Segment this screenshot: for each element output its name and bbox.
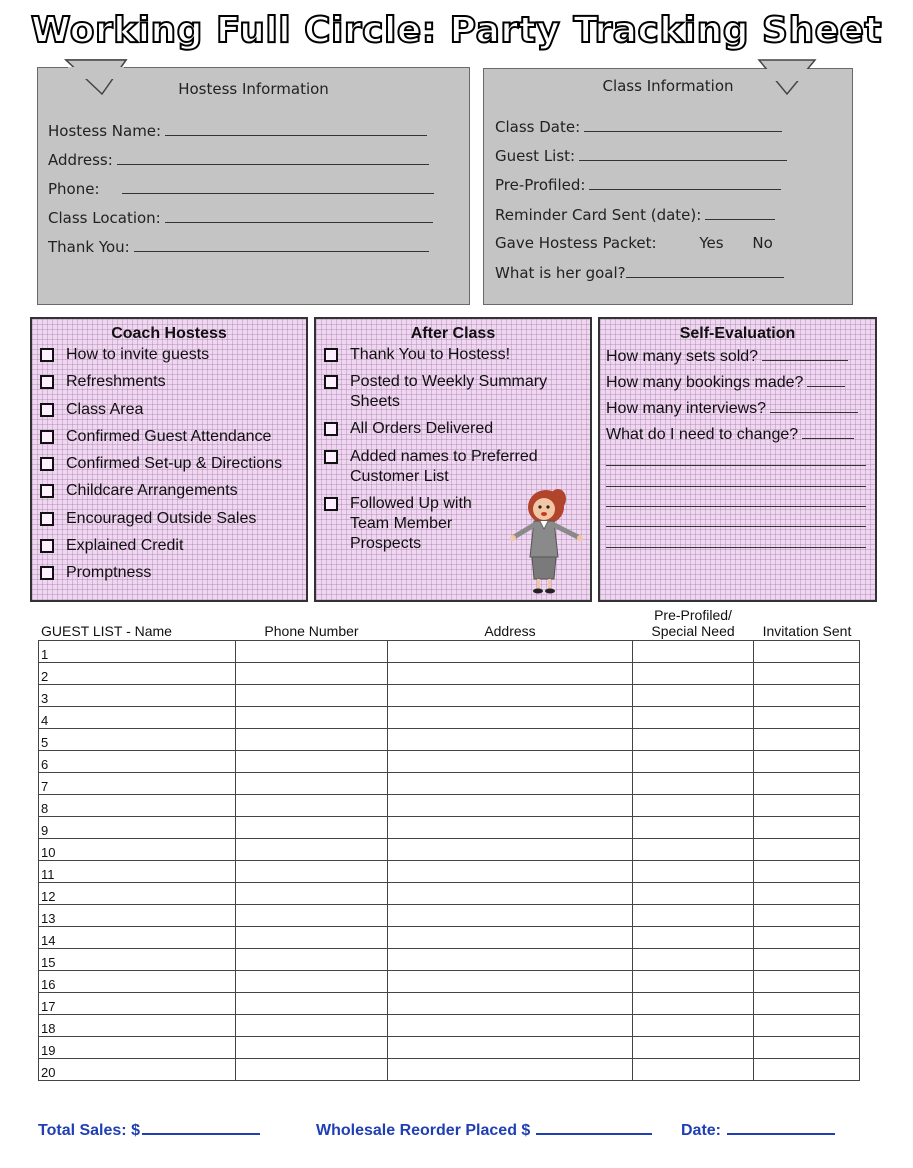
speech-pointer-left-top (60, 58, 150, 98)
guest-number-cell[interactable]: 15 (39, 949, 236, 971)
table-cell[interactable] (388, 773, 633, 795)
page-title: Working Full Circle: Party Tracking Sheet (30, 10, 883, 51)
table-cell[interactable] (236, 751, 388, 773)
table-cell[interactable] (754, 861, 860, 883)
guest-number-cell[interactable]: 20 (39, 1059, 236, 1081)
table-cell[interactable] (754, 839, 860, 861)
checkbox[interactable] (40, 484, 54, 498)
table-cell[interactable] (388, 1037, 633, 1059)
table-cell[interactable] (754, 707, 860, 729)
table-cell[interactable] (236, 1015, 388, 1037)
after-class-title: After Class (410, 325, 496, 342)
class-date-row[interactable]: Class Date: (495, 117, 782, 136)
table-cell[interactable] (754, 729, 860, 751)
table-cell[interactable] (388, 751, 633, 773)
table-cell[interactable] (633, 817, 754, 839)
hostess-info-heading: Hostess Information (178, 80, 329, 98)
table-cell[interactable] (388, 839, 633, 861)
address-header: Address (484, 623, 536, 639)
table-cell[interactable] (236, 993, 388, 1015)
guest-number-cell[interactable]: 16 (39, 971, 236, 993)
table-cell[interactable] (754, 1059, 860, 1081)
table-row (39, 685, 860, 707)
table-row (39, 1037, 860, 1059)
table-cell[interactable] (754, 949, 860, 971)
table-row (39, 949, 860, 971)
guest-number-cell[interactable]: 11 (39, 861, 236, 883)
table-cell[interactable] (754, 773, 860, 795)
table-row (39, 751, 860, 773)
table-cell[interactable] (388, 685, 633, 707)
table-cell[interactable] (754, 685, 860, 707)
table-cell[interactable] (236, 861, 388, 883)
guest-number-cell[interactable]: 19 (39, 1037, 236, 1059)
checkbox[interactable] (324, 450, 338, 464)
table-cell[interactable] (388, 663, 633, 685)
bookings-made-row[interactable]: How many bookings made? (606, 372, 845, 392)
checkbox[interactable] (324, 497, 338, 511)
sets-sold-row[interactable]: How many sets sold? (606, 346, 848, 366)
table-row (39, 773, 860, 795)
table-row (39, 993, 860, 1015)
table-cell[interactable] (754, 1037, 860, 1059)
table-cell[interactable] (388, 949, 633, 971)
guest-name-header: GUEST LIST - Name (41, 623, 172, 639)
table-cell[interactable] (754, 927, 860, 949)
reminder-card-row[interactable]: Reminder Card Sent (date): (495, 205, 775, 224)
guest-number-cell[interactable]: 2 (39, 663, 236, 685)
answer-line[interactable] (606, 547, 866, 548)
checkbox[interactable] (40, 375, 54, 389)
no-option[interactable]: No (752, 234, 773, 252)
table-cell[interactable] (633, 1059, 754, 1081)
guest-number-cell[interactable]: 14 (39, 927, 236, 949)
table-cell[interactable] (633, 729, 754, 751)
pre-profiled-header: Pre-Profiled/ (654, 607, 732, 623)
table-cell[interactable] (388, 971, 633, 993)
date-field[interactable]: Date: (681, 1119, 835, 1140)
table-cell[interactable] (754, 993, 860, 1015)
table-cell[interactable] (236, 685, 388, 707)
table-row (39, 707, 860, 729)
table-row (39, 971, 860, 993)
hostess-info-box (37, 67, 470, 305)
table-cell[interactable] (388, 1015, 633, 1037)
table-cell[interactable] (388, 817, 633, 839)
need-to-change-row[interactable]: What do I need to change? (606, 424, 854, 444)
checkbox[interactable] (324, 348, 338, 362)
table-row (39, 1059, 860, 1081)
checkbox[interactable] (40, 539, 54, 553)
answer-line[interactable] (606, 506, 866, 507)
table-cell[interactable] (388, 795, 633, 817)
guest-number-cell[interactable]: 5 (39, 729, 236, 751)
after-class-panel: After Class Thank You to Hostess! Posted to Weekly Summary Sheets All Orders Delivered Added names to Preferred Customer List Followed Up with Team Member Prospects (314, 317, 592, 602)
total-sales-field[interactable]: Total Sales: $ (38, 1119, 260, 1140)
class-info-box (483, 68, 853, 305)
answer-line[interactable] (606, 465, 866, 466)
table-cell[interactable] (633, 641, 754, 663)
checkbox[interactable] (40, 566, 54, 580)
table-cell[interactable] (633, 751, 754, 773)
table-row (39, 795, 860, 817)
table-row (39, 927, 860, 949)
goal-row[interactable]: What is her goal? (495, 263, 784, 282)
table-cell[interactable] (633, 685, 754, 707)
table-cell[interactable] (754, 751, 860, 773)
guest-number-cell[interactable]: 12 (39, 883, 236, 905)
guest-number-cell[interactable]: 9 (39, 817, 236, 839)
table-cell[interactable] (236, 949, 388, 971)
hostess-packet-row: Gave Hostess Packet: Yes No (495, 234, 773, 252)
table-cell[interactable] (633, 707, 754, 729)
table-cell[interactable] (754, 795, 860, 817)
table-cell[interactable] (236, 773, 388, 795)
guest-number-cell[interactable]: 4 (39, 707, 236, 729)
yes-option[interactable]: Yes (699, 234, 724, 252)
guest-number-cell[interactable]: 8 (39, 795, 236, 817)
class-location-row[interactable]: Class Location: (48, 208, 433, 227)
guest-number-cell[interactable]: 7 (39, 773, 236, 795)
table-cell[interactable] (633, 1015, 754, 1037)
checkbox[interactable] (324, 422, 338, 436)
table-row (39, 883, 860, 905)
guest-number-cell[interactable]: 6 (39, 751, 236, 773)
table-row (39, 641, 860, 663)
cartoon-woman-illustration (508, 485, 590, 597)
guest-list-table (38, 640, 860, 1081)
self-evaluation-title: Self-Evaluation (679, 325, 796, 342)
hostess-name-row[interactable]: Hostess Name: (48, 121, 427, 140)
table-cell[interactable] (236, 1037, 388, 1059)
table-cell[interactable] (754, 663, 860, 685)
table-cell[interactable] (388, 729, 633, 751)
table-cell[interactable] (236, 883, 388, 905)
table-cell[interactable] (388, 905, 633, 927)
table-cell[interactable] (754, 1015, 860, 1037)
guest-number-cell[interactable]: 3 (39, 685, 236, 707)
table-cell[interactable] (388, 927, 633, 949)
phone-header: Phone Number (264, 623, 359, 639)
table-cell[interactable] (633, 949, 754, 971)
table-cell[interactable] (236, 905, 388, 927)
table-cell[interactable] (633, 883, 754, 905)
table-cell[interactable] (633, 993, 754, 1015)
answer-line[interactable] (606, 486, 866, 487)
table-cell[interactable] (633, 773, 754, 795)
invitation-sent-header: Invitation Sent (762, 623, 852, 639)
table-cell[interactable] (236, 1059, 388, 1081)
speech-pointer-right (755, 58, 845, 98)
table-row (39, 817, 860, 839)
thank-you-row[interactable]: Thank You: (48, 237, 429, 256)
checkbox[interactable] (40, 512, 54, 526)
table-cell[interactable] (388, 993, 633, 1015)
pre-profiled-row[interactable]: Pre-Profiled: (495, 175, 781, 194)
table-row (39, 1015, 860, 1037)
table-cell[interactable] (754, 905, 860, 927)
special-need-header: Special Need (651, 623, 735, 639)
guest-number-cell[interactable]: 13 (39, 905, 236, 927)
table-cell[interactable] (633, 663, 754, 685)
coach-hostess-title: Coach Hostess (111, 325, 227, 342)
table-cell[interactable] (633, 1037, 754, 1059)
checkbox[interactable] (40, 348, 54, 362)
self-evaluation-panel (598, 317, 877, 602)
table-cell[interactable] (633, 905, 754, 927)
table-cell[interactable] (633, 839, 754, 861)
table-row (39, 729, 860, 751)
table-cell[interactable] (236, 729, 388, 751)
table-row (39, 861, 860, 883)
table-cell[interactable] (236, 927, 388, 949)
wholesale-reorder-field[interactable]: Wholesale Reorder Placed $ (316, 1119, 652, 1140)
table-cell[interactable] (388, 883, 633, 905)
guest-number-cell[interactable]: 1 (39, 641, 236, 663)
table-cell[interactable] (236, 839, 388, 861)
answer-line[interactable] (606, 526, 866, 527)
coach-hostess-panel: Coach Hostess How to invite guests Refreshments Class Area Confirmed Guest Attendance Confirmed Set-up & Directions Childcare Arrangements Encouraged Outside Sales Explained Credit Promptness (30, 317, 308, 602)
guest-number-cell[interactable]: 10 (39, 839, 236, 861)
table-cell[interactable] (236, 707, 388, 729)
table-row (39, 905, 860, 927)
interviews-row[interactable]: How many interviews? (606, 398, 858, 418)
table-cell[interactable] (388, 641, 633, 663)
table-cell[interactable] (754, 883, 860, 905)
table-cell[interactable] (388, 1059, 633, 1081)
address-row[interactable]: Address: (48, 150, 429, 169)
checkbox[interactable] (40, 457, 54, 471)
table-cell[interactable] (754, 641, 860, 663)
checkbox[interactable] (324, 375, 338, 389)
table-cell[interactable] (754, 971, 860, 993)
class-info-heading: Class Information (602, 77, 734, 95)
table-cell[interactable] (388, 861, 633, 883)
table-cell[interactable] (633, 927, 754, 949)
table-cell[interactable] (633, 971, 754, 993)
table-cell[interactable] (236, 817, 388, 839)
table-row (39, 839, 860, 861)
checkbox[interactable] (40, 403, 54, 417)
checkbox[interactable] (40, 430, 54, 444)
table-cell[interactable] (236, 663, 388, 685)
table-cell[interactable] (236, 641, 388, 663)
phone-row[interactable]: Phone: (48, 179, 434, 198)
table-cell[interactable] (633, 861, 754, 883)
table-cell[interactable] (633, 795, 754, 817)
guest-number-cell[interactable]: 18 (39, 1015, 236, 1037)
guest-list-row[interactable]: Guest List: (495, 146, 787, 165)
guest-number-cell[interactable]: 17 (39, 993, 236, 1015)
table-cell[interactable] (236, 795, 388, 817)
table-cell[interactable] (388, 707, 633, 729)
table-cell[interactable] (754, 817, 860, 839)
table-row (39, 663, 860, 685)
table-cell[interactable] (236, 971, 388, 993)
